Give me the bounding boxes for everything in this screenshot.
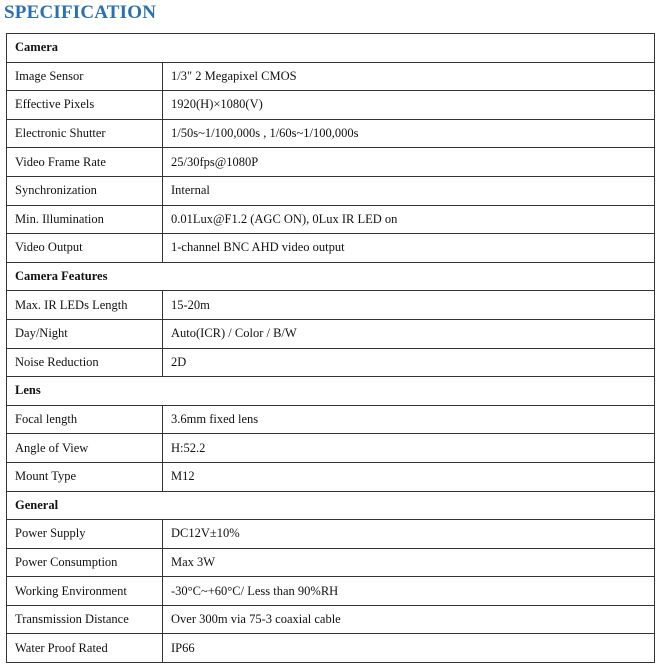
spec-value: 0.01Lux@F1.2 (AGC ON), 0Lux IR LED on bbox=[163, 205, 655, 234]
spec-label: Power Supply bbox=[7, 520, 163, 549]
spec-label: Day/Night bbox=[7, 319, 163, 348]
spec-label: Max. IR LEDs Length bbox=[7, 291, 163, 320]
table-row bbox=[7, 291, 655, 320]
spec-label: Effective Pixels bbox=[7, 91, 163, 120]
table-row bbox=[7, 205, 655, 234]
spec-label: Video Output bbox=[7, 234, 163, 263]
spec-value: M12 bbox=[163, 462, 655, 491]
table-row bbox=[7, 176, 655, 205]
spec-label: Mount Type bbox=[7, 462, 163, 491]
table-row bbox=[7, 319, 655, 348]
spec-value: 1/3" 2 Megapixel CMOS bbox=[163, 62, 655, 91]
table-row bbox=[7, 634, 655, 663]
spec-value: DC12V±10% bbox=[163, 520, 655, 549]
spec-label: Focal length bbox=[7, 405, 163, 434]
spec-value: 15-20m bbox=[163, 291, 655, 320]
spec-label: Synchronization bbox=[7, 176, 163, 205]
table-row bbox=[7, 119, 655, 148]
table-row bbox=[7, 405, 655, 434]
table-row bbox=[7, 434, 655, 463]
spec-value: 2D bbox=[163, 348, 655, 377]
spec-value: H:52.2 bbox=[163, 434, 655, 463]
section-heading-camera-features: Camera Features bbox=[7, 262, 655, 291]
spec-label: Video Frame Rate bbox=[7, 148, 163, 177]
spec-label: Power Consumption bbox=[7, 548, 163, 577]
table-row bbox=[7, 548, 655, 577]
section-row bbox=[7, 377, 655, 406]
spec-value: 1-channel BNC AHD video output bbox=[163, 234, 655, 263]
section-row bbox=[7, 491, 655, 520]
section-heading-general: General bbox=[7, 491, 655, 520]
table-row bbox=[7, 62, 655, 91]
spec-value: Max 3W bbox=[163, 548, 655, 577]
spec-value: Over 300m via 75-3 coaxial cable bbox=[163, 605, 655, 634]
section-row bbox=[7, 34, 655, 63]
spec-value: -30°C~+60°C/ Less than 90%RH bbox=[163, 577, 655, 606]
spec-value: Auto(ICR) / Color / B/W bbox=[163, 319, 655, 348]
table-row bbox=[7, 577, 655, 606]
spec-label: Electronic Shutter bbox=[7, 119, 163, 148]
table-row bbox=[7, 234, 655, 263]
spec-value: Internal bbox=[163, 176, 655, 205]
spec-value: 3.6mm fixed lens bbox=[163, 405, 655, 434]
table-row bbox=[7, 520, 655, 549]
spec-value: 1/50s~1/100,000s , 1/60s~1/100,000s bbox=[163, 119, 655, 148]
page-title: SPECIFICATION bbox=[4, 2, 157, 23]
spec-value: 1920(H)×1080(V) bbox=[163, 91, 655, 120]
table-row bbox=[7, 91, 655, 120]
spec-label: Min. Illumination bbox=[7, 205, 163, 234]
spec-value: IP66 bbox=[163, 634, 655, 663]
table-row bbox=[7, 148, 655, 177]
table-row bbox=[7, 605, 655, 634]
spec-label: Noise Reduction bbox=[7, 348, 163, 377]
spec-table bbox=[6, 33, 655, 663]
section-heading-camera: Camera bbox=[7, 34, 655, 63]
spec-label: Image Sensor bbox=[7, 62, 163, 91]
spec-label: Angle of View bbox=[7, 434, 163, 463]
table-row bbox=[7, 348, 655, 377]
section-row bbox=[7, 262, 655, 291]
section-heading-lens: Lens bbox=[7, 377, 655, 406]
spec-value: 25/30fps@1080P bbox=[163, 148, 655, 177]
spec-label: Working Environment bbox=[7, 577, 163, 606]
spec-label: Water Proof Rated bbox=[7, 634, 163, 663]
spec-label: Transmission Distance bbox=[7, 605, 163, 634]
table-row bbox=[7, 462, 655, 491]
